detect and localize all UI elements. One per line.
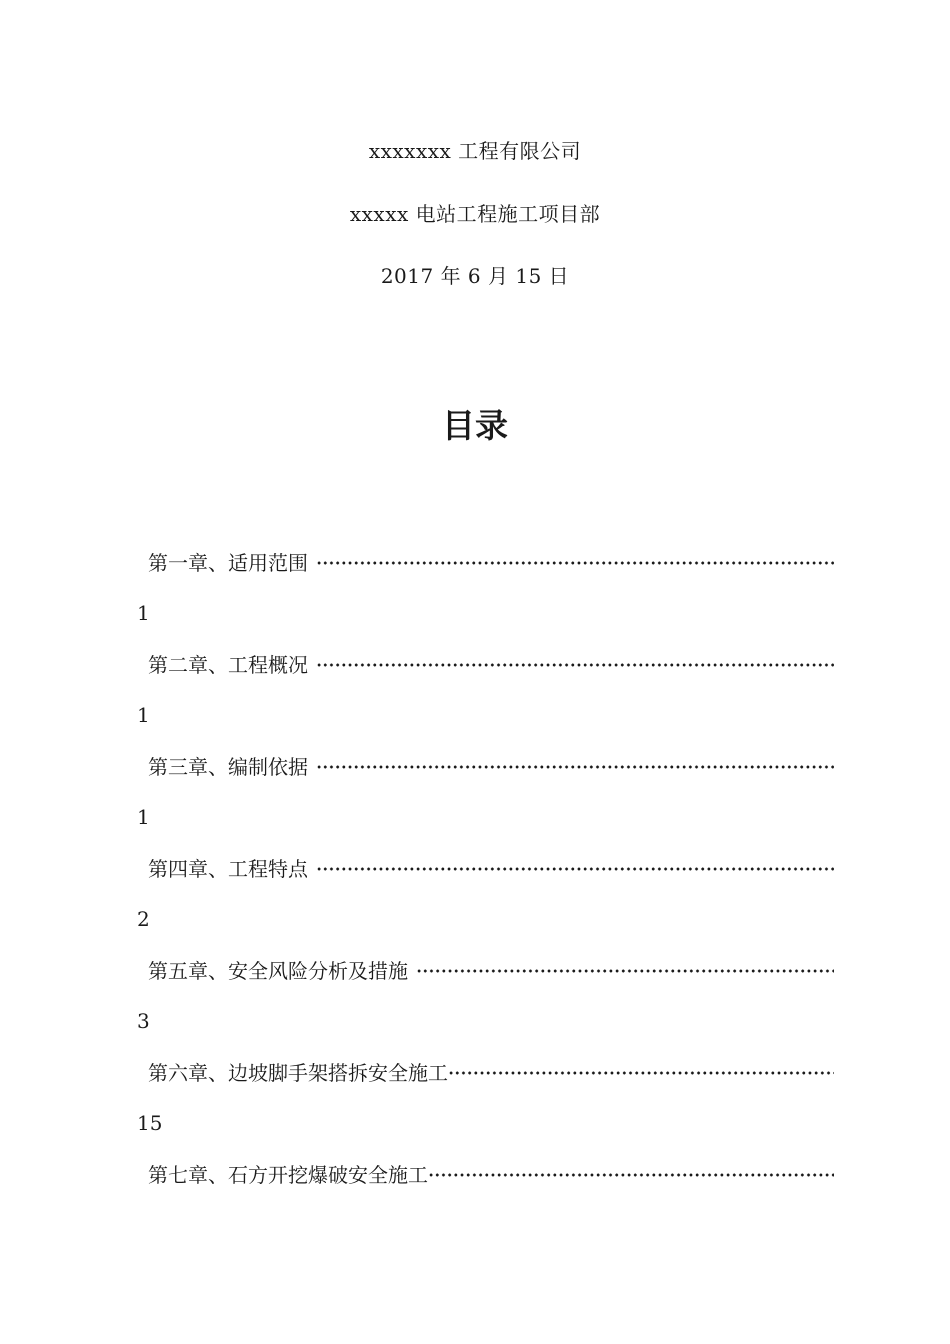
toc-entry[interactable] bbox=[0, 645, 950, 747]
toc-entry-line bbox=[148, 543, 834, 579]
toc-entry-page: 1 bbox=[137, 601, 150, 625]
toc-entry-page: 3 bbox=[137, 1009, 150, 1033]
table-of-contents bbox=[0, 543, 950, 1257]
toc-dot-leader bbox=[316, 867, 834, 871]
toc-dot-leader bbox=[316, 663, 834, 667]
document-date: 2017 年 6 月 15 日 bbox=[380, 264, 570, 288]
toc-entry-label: 第二章、工程概况 bbox=[148, 652, 308, 677]
company-name: xxxxxxx 工程有限公司 bbox=[368, 139, 582, 163]
toc-entry-line bbox=[148, 645, 834, 681]
toc-entry-label: 第四章、工程特点 bbox=[148, 856, 308, 881]
toc-dot-leader bbox=[316, 765, 834, 769]
toc-entry[interactable] bbox=[0, 747, 950, 849]
toc-entry[interactable] bbox=[0, 1053, 950, 1155]
department-name: xxxxx 电站工程施工项目部 bbox=[349, 202, 601, 226]
toc-dot-leader bbox=[316, 561, 834, 565]
toc-entry[interactable] bbox=[0, 543, 950, 645]
toc-entry-page: 2 bbox=[137, 907, 150, 931]
toc-entry-label: 第五章、安全风险分析及措施 bbox=[148, 958, 408, 983]
toc-title: 目录 bbox=[442, 406, 508, 445]
toc-entry-line bbox=[148, 1155, 834, 1191]
toc-entry-label: 第三章、编制依据 bbox=[148, 754, 308, 779]
toc-entry-line bbox=[148, 747, 834, 783]
toc-entry-page: 1 bbox=[137, 805, 150, 829]
toc-dot-leader bbox=[416, 969, 834, 973]
toc-entry-line bbox=[148, 849, 834, 885]
toc-entry-label: 第七章、石方开挖爆破安全施工 bbox=[148, 1162, 428, 1187]
toc-entry-label: 第一章、适用范围 bbox=[148, 550, 308, 575]
toc-entry-page: 1 bbox=[137, 703, 150, 727]
toc-entry[interactable] bbox=[0, 1155, 950, 1257]
toc-dot-leader bbox=[428, 1173, 834, 1177]
toc-entry-label: 第六章、边坡脚手架搭拆安全施工 bbox=[148, 1060, 448, 1085]
toc-entry-page: 15 bbox=[137, 1111, 163, 1135]
toc-entry[interactable] bbox=[0, 951, 950, 1053]
toc-entry-line bbox=[148, 951, 834, 987]
toc-dot-leader bbox=[448, 1071, 834, 1075]
toc-entry[interactable] bbox=[0, 849, 950, 951]
toc-entry-line bbox=[148, 1053, 834, 1089]
